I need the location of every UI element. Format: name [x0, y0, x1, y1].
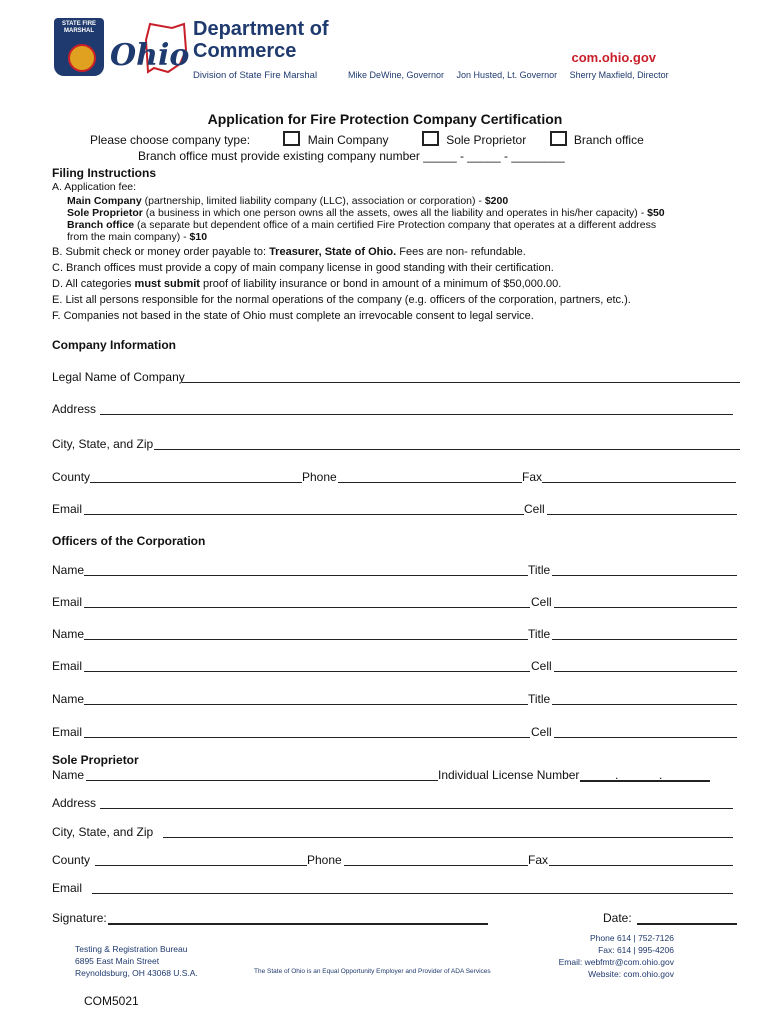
footer-phone: Phone 614 | 752-7126: [590, 933, 674, 943]
company-county-label: County: [52, 470, 91, 484]
director-name: Sherry Maxfield, Director: [569, 70, 669, 80]
officer1-cell-field[interactable]: [554, 607, 737, 608]
sole-fax-label: Fax: [528, 853, 549, 867]
company-heading: Company Information: [52, 338, 177, 352]
sole-address-label: Address: [52, 796, 97, 810]
company-phone-label: Phone: [302, 470, 337, 484]
fee-branch-amount: $10: [189, 231, 208, 243]
officer1-name-label: Name: [52, 563, 85, 577]
signature-label: Signature:: [52, 911, 107, 925]
dept-title-line1: Department of: [193, 18, 329, 40]
footer-street: 6895 East Main Street: [75, 956, 160, 966]
officer2-email-label: Email: [52, 659, 83, 673]
company-cell-label: Cell: [524, 502, 545, 516]
officer3-name-field[interactable]: [84, 704, 528, 705]
officer3-email-field[interactable]: [84, 737, 530, 738]
header-website: com.ohio.gov: [571, 50, 656, 65]
officer2-title-field[interactable]: [552, 639, 737, 640]
company-fax-field[interactable]: [542, 482, 736, 483]
sole-license-field[interactable]: [580, 780, 710, 782]
officer2-name-field[interactable]: [84, 639, 528, 640]
footer-address: [75, 943, 198, 979]
sole-fax-field[interactable]: [549, 865, 733, 866]
officer3-cell-field[interactable]: [554, 737, 737, 738]
instruction-b-bold: Treasurer, State of Ohio.: [269, 246, 397, 258]
company-type-row: [90, 131, 644, 147]
instruction-a: A. Application fee:: [52, 181, 137, 193]
type-branch-label: Branch office: [573, 133, 644, 147]
officer2-cell-label: Cell: [531, 659, 552, 673]
company-address-label: Address: [52, 402, 97, 416]
license-separator-2: .: [659, 768, 663, 782]
fee-sole-text: (a business in which one person owns all the assets, owes all the liability and operates in his/her capacity) -: [142, 207, 648, 219]
sole-phone-field[interactable]: [344, 865, 528, 866]
company-city-label: City, State, and Zip: [52, 437, 154, 451]
fire-marshal-seal: [54, 18, 104, 76]
footer-contact: [559, 932, 674, 980]
officer2-title-label: Title: [528, 627, 551, 641]
sole-city-field[interactable]: [163, 837, 733, 838]
lt-governor-name: Jon Husted, Lt. Governor: [456, 70, 558, 80]
checkbox-sole-proprietor[interactable]: [422, 131, 439, 146]
instruction-b: [52, 246, 526, 258]
fee-main-text: (partnership, limited liability company (LLC), association or corporation) -: [141, 195, 485, 207]
officer2-cell-field[interactable]: [554, 671, 737, 672]
instruction-f: F. Companies not based in the state of Ohio must complete an irrevocable consent to legal service.: [52, 310, 534, 322]
instruction-e: E. List all persons responsible for the normal operations of the company (e.g. officers of the corporation, partners, etc.).: [52, 294, 631, 306]
officer2-email-field[interactable]: [84, 671, 530, 672]
sole-phone-label: Phone: [307, 853, 342, 867]
instruction-b-post: Fees are non- refundable.: [396, 246, 526, 258]
company-phone-field[interactable]: [338, 482, 522, 483]
filing-heading: Filing Instructions: [52, 166, 156, 180]
division-name: Division of State Fire Marshal: [193, 70, 318, 81]
fee-main-bold: Main Company: [67, 195, 142, 207]
company-cell-field[interactable]: [547, 514, 737, 515]
dept-title-line2: Commerce: [193, 40, 297, 62]
footer-bureau: Testing & Registration Bureau: [75, 944, 188, 954]
governor: [348, 70, 669, 80]
date-label: Date:: [603, 911, 632, 925]
sole-email-field[interactable]: [92, 893, 733, 894]
type-sole-label: Sole Proprietor: [446, 133, 527, 147]
officer3-name-label: Name: [52, 692, 85, 706]
checkbox-branch-office[interactable]: [550, 131, 567, 146]
checkbox-main-company[interactable]: [283, 131, 300, 146]
officer1-title-field[interactable]: [552, 575, 737, 576]
fee-branch: [67, 219, 656, 231]
instruction-d-post: proof of liability insurance or bond in amount of a minimum of $50,000.00.: [199, 278, 562, 290]
sole-city-label: City, State, and Zip: [52, 825, 154, 839]
instruction-d-pre: D. All categories: [52, 278, 135, 290]
sole-heading: Sole Proprietor: [52, 753, 139, 767]
license-separator-1: .: [615, 768, 619, 782]
company-county-field[interactable]: [90, 482, 302, 483]
officer2-name-label: Name: [52, 627, 85, 641]
fee-sole: [67, 207, 665, 219]
legal-name-label: Legal Name of Company: [52, 370, 185, 384]
officer1-name-field[interactable]: [84, 575, 528, 576]
officer1-email-field[interactable]: [84, 607, 530, 608]
company-email-field[interactable]: [84, 514, 524, 515]
footer-city: Reynoldsburg, OH 43068 U.S.A.: [75, 968, 198, 978]
seal-text: STATE FIRE MARSHAL: [61, 21, 97, 34]
sole-county-label: County: [52, 853, 91, 867]
branch-note: Branch office must provide existing company number _____ - _____ - ________: [138, 149, 565, 163]
equal-opportunity-note: The State of Ohio is an Equal Opportunity Employer and Provider of ADA Services: [254, 968, 491, 975]
officers-heading: Officers of the Corporation: [52, 534, 206, 548]
company-fax-label: Fax: [522, 470, 543, 484]
footer-fax: Fax: 614 | 995-4206: [598, 945, 674, 955]
fee-branch-text2: from the main company) -: [67, 231, 190, 243]
form-number: COM5021: [84, 994, 139, 1008]
officer1-email-label: Email: [52, 595, 83, 609]
instruction-c: C. Branch offices must provide a copy of main company license in good standing with their certification.: [52, 262, 554, 274]
company-city-field[interactable]: [154, 449, 740, 450]
instruction-b-pre: B. Submit check or money order payable to:: [52, 246, 270, 258]
officer3-title-field[interactable]: [552, 704, 737, 705]
type-main-label: Main Company: [307, 133, 389, 147]
fee-main: [67, 195, 508, 207]
legal-name-field[interactable]: [182, 382, 740, 383]
sole-email-label: Email: [52, 881, 83, 895]
form-title: Application for Fire Protection Company Certification: [207, 111, 563, 127]
fee-branch-bold: Branch office: [67, 219, 135, 231]
footer-website: Website: com.ohio.gov: [588, 969, 674, 979]
ohio-logo: [110, 20, 190, 80]
sole-name-field[interactable]: [86, 780, 438, 781]
company-email-label: Email: [52, 502, 83, 516]
sole-county-field[interactable]: [95, 865, 307, 866]
fee-main-amount: $200: [484, 195, 509, 207]
officer3-cell-label: Cell: [531, 725, 552, 739]
sole-address-field[interactable]: [100, 808, 733, 809]
instruction-d: [52, 278, 561, 290]
officer1-cell-label: Cell: [531, 595, 552, 609]
sole-name-label: Name: [52, 768, 85, 782]
instruction-d-bold: must submit: [134, 278, 200, 290]
officer3-email-label: Email: [52, 725, 83, 739]
ohio-wordmark: Ohio: [110, 38, 190, 73]
fee-branch-text: (a separate but dependent office of a main certified Fire Protection company that operates at a different address: [134, 219, 657, 231]
fee-sole-bold: Sole Proprietor: [67, 207, 143, 219]
date-field[interactable]: [637, 923, 737, 925]
company-address-field[interactable]: [100, 414, 733, 415]
officer1-title-label: Title: [528, 563, 551, 577]
footer-email: Email: webfmtr@com.ohio.gov: [558, 957, 674, 967]
sole-license-label: Individual License Number: [438, 768, 580, 782]
signature-field[interactable]: [108, 923, 488, 925]
governor-name: Mike DeWine, Governor: [348, 70, 445, 80]
officer3-title-label: Title: [528, 692, 551, 706]
fee-sole-amount: $50: [647, 207, 665, 219]
fee-branch-cont: [67, 231, 207, 243]
choose-type-label: Please choose company type:: [90, 133, 251, 147]
